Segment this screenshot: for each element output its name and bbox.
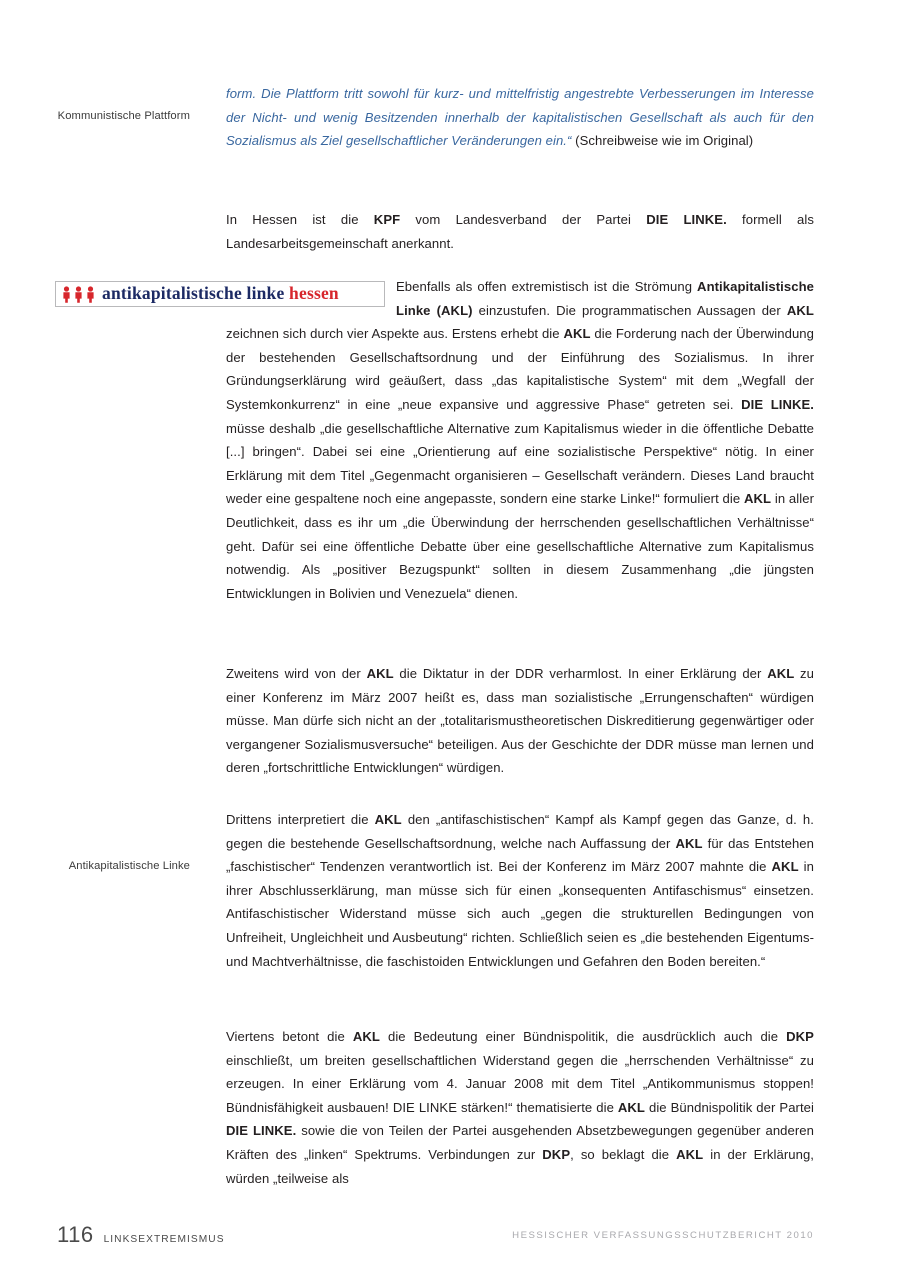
- bold-akl: AKL: [786, 302, 814, 318]
- text-run: für das Entstehen „faschistischer“ Tendenzen verantwortlich ist. Bei der Konferenz im März 2007 mahnte die: [226, 835, 814, 875]
- text-run: einzustufen. Die programmatischen Aussagen der: [472, 302, 787, 318]
- text-run: in ihrer Abschlusserklärung, man müsse sich für einen „konsequenten Antifaschismus“ einsetzen. Antifaschistischer Widerstand müsse sich auch „gegen die strukturellen Bedingungen von Unfreiheit, Ungleichheit und Ausbeutung“ richten. Schließlich seien es „die bestehenden Eigentums- und Machtverhältnisse, die faschistoiden Entwicklungen und Gefahren den Boden bereiten.“: [226, 859, 814, 969]
- akl-logo-text-navy: antikapitalistische linke: [102, 283, 285, 304]
- paragraph-akl-fourth-aspect: [226, 1025, 814, 1190]
- paragraph-kpf: [226, 208, 814, 255]
- text-run: vom Landesverband der Partei: [400, 212, 647, 227]
- quote-text: form. Die Plattform tritt sowohl für kurz- und mittelfristig angestrebte Verbesserungen im Interesse der Nicht- und wenig Besitzenden innerhalb der kapitalistischen Gesellschaft als auch für den Sozialismus als Ziel gesellschaftlicher Veränderungen ein.“: [226, 86, 814, 149]
- bold-dkp: DKP: [542, 1146, 571, 1162]
- text-run: müsse deshalb „die gesellschaftliche Alternative zum Kapitalismus wieder in die öffentliche Debatte [...] bringen“. Dabei sei eine „Orientierung auf eine sozialistische Perspektive“ nötig. In einer Erklärung mit dem Titel „Gegenmacht organisieren – Gesellschaft verändern. Dieses Land braucht weder eine gespaltene noch eine angepasste, sondern eine starke Linke!“ formuliert die: [226, 420, 814, 507]
- text-run: Zweitens wird von der: [226, 666, 367, 681]
- bold-akl: AKL: [675, 835, 703, 851]
- text-run: den „antifaschistischen“ Kampf als Kampf gegen das Ganze, d. h. gegen die bestehende Gesellschaftsordnung, welche nach Auffassung der: [226, 812, 814, 851]
- report-title-footer: HESSISCHER VERFASSUNGSSCHUTZBERICHT 2010: [512, 1230, 814, 1241]
- text-run: in der Erklärung, würden „teilweise als: [226, 1146, 814, 1186]
- paragraph-akl-first-aspect: [226, 275, 814, 605]
- page-number: 116: [57, 1222, 94, 1247]
- text-run: die Forderung nach der Überwindung der bestehenden Gesellschaftsordnung und der Einführung des Sozialismus. In ihrer Gründungserklärung wird geäußert, dass „das kapitalistische System“ mit dem „Wegfall der Systemkonkurrenz“ in eine „neue expansive und aggressive Phase“ getreten sei.: [226, 326, 814, 412]
- bold-akl: AKL: [767, 666, 795, 681]
- margin-note-kommunistische-plattform: Kommunistische Plattform: [57, 110, 190, 122]
- text-run: zu einer Konferenz im März 2007 heißt es, dass man sozialistische „Errungenschaften“ würdigen müsse. Man dürfe sich nicht an der „totalitarismustheoretischen Diskreditierung gegenwärtiger oder vergangener Sozialismusversuche“ beteiligen. Aus der Geschichte der DDR müsse man lernen und deren „fortschrittliche Entwicklungen“ würdigen.: [226, 666, 814, 776]
- text-run: die Bündnispolitik der Partei: [645, 1099, 814, 1115]
- paragraph-kpf-quote: [226, 82, 814, 153]
- text-run: Drittens interpretiert die: [226, 812, 375, 827]
- bold-akl: AKL: [743, 491, 772, 507]
- folio: [57, 1222, 225, 1248]
- bold-die-linke: DIE LINKE.: [226, 1123, 297, 1139]
- text-run: sowie die von Teilen der Partei ausgehenden Absetzbewegungen gegenüber anderen Kräften des „linken“ Spektrums. Verbindungen zur: [226, 1123, 814, 1162]
- bold-akl-full: Antikapitalistische Linke (AKL): [396, 279, 814, 318]
- text-run: , so beklagt die: [570, 1146, 677, 1162]
- quote-tail: (Schreibweise wie im Original): [571, 133, 754, 149]
- margin-note-antikapitalistische-linke: Antikapitalistische Linke: [68, 860, 190, 872]
- text-run: zeichnen sich durch vier Aspekte aus. Erstens erhebt die: [226, 326, 564, 342]
- akl-logo-text-red: hessen: [289, 283, 339, 304]
- bold-akl: AKL: [374, 812, 402, 827]
- bold-kpf: KPF: [373, 212, 401, 227]
- logo-wrap-spacer: [226, 275, 396, 319]
- bold-akl: AKL: [676, 1146, 704, 1162]
- text-run: Ebenfalls als offen extremistisch ist die Strömung: [396, 279, 698, 294]
- section-label: LINKSEXTREMISMUS: [103, 1234, 225, 1245]
- text-run: einschließt, um breiten gesellschaftlichen Widerstand gegen die „herrschenden Verhältnisse“ zu erzeugen. In einer Erklärung vom 4. Januar 2008 mit dem Titel „Antikommunismus stoppen! Bündnisfähigkeit ausbauen! DIE LINKE stärken!“ thematisierte die: [226, 1052, 814, 1115]
- text-run: In Hessen ist die: [226, 212, 374, 227]
- bold-akl: AKL: [563, 326, 591, 342]
- bold-dkp: DKP: [786, 1029, 814, 1044]
- paragraph-akl-third-aspect: [226, 808, 814, 973]
- text-run: die Diktatur in der DDR verharmlost. In einer Erklärung der: [393, 666, 768, 681]
- bold-akl: AKL: [352, 1029, 380, 1044]
- paragraph-akl-second-aspect: [226, 662, 814, 780]
- text-run: Viertens betont die: [226, 1029, 353, 1044]
- bold-akl: AKL: [366, 666, 394, 681]
- text-run: formell als Landesarbeitsgemeinschaft anerkannt.: [226, 212, 814, 251]
- people-figures-icon: [61, 286, 96, 303]
- bold-akl: AKL: [617, 1099, 645, 1115]
- page-footer: [0, 1222, 900, 1252]
- bold-die-linke: DIE LINKE.: [741, 396, 815, 412]
- bold-akl: AKL: [771, 859, 799, 875]
- text-run: in aller Deutlichkeit, dass es ihr um „die Überwindung der herrschenden gesellschaftlichen Verhältnisse“ geht. Dafür sei eine öffentliche Debatte über eine gesellschaftliche Alternative zum Kapitalismus notwendig. Als „positiver Bezugspunkt“ sollten in diesem Zusammenhang „die jüngsten Entwicklungen in Bolivien und Venezuela“ dienen.: [226, 491, 814, 601]
- bold-die-linke: DIE LINKE.: [646, 212, 727, 227]
- text-run: die Bedeutung einer Bündnispolitik, die ausdrücklich auch die: [379, 1029, 787, 1044]
